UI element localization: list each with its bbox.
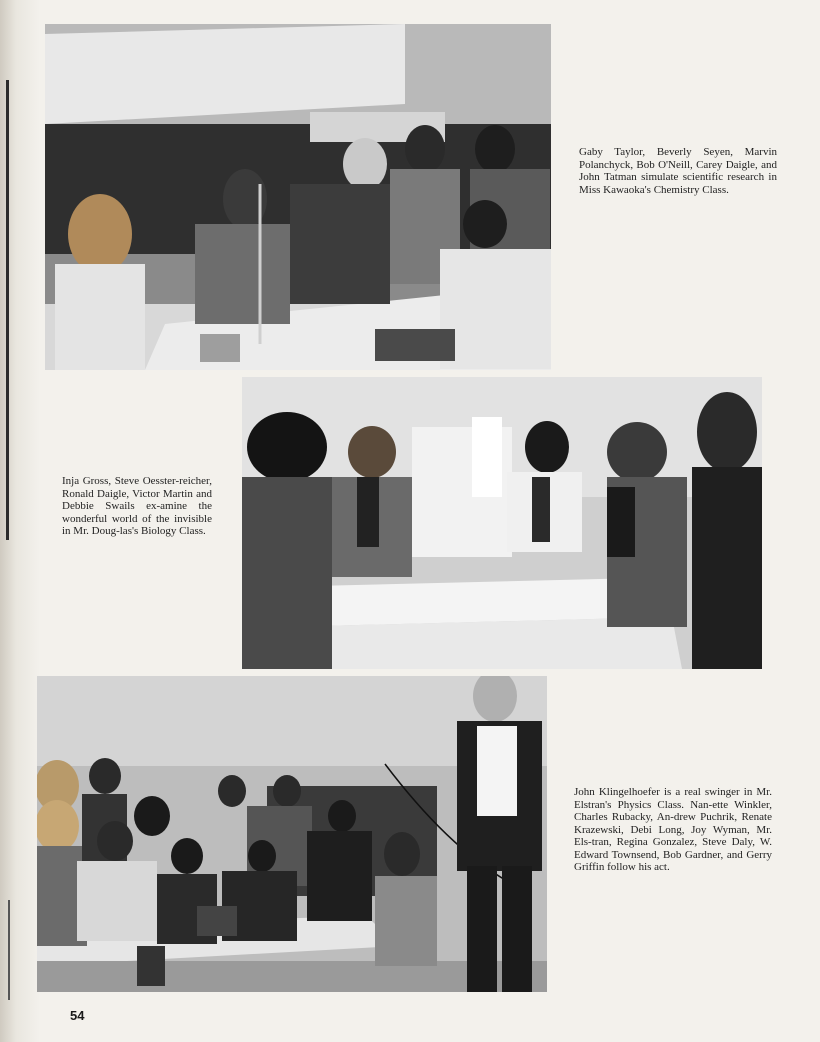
physics-class-photo — [37, 676, 547, 992]
biology-class-photo — [242, 377, 762, 669]
physics-caption: John Klingelhoefer is a real swinger in Mr. Elstran's Physics Class. Nan-ette Winkler, Charles Rubacky, An-drew Puchrik, Renate Krazewski, Debi Long, Joy Wyman, Mr. Els-tran, Regina Gonzalez, Steve Daly, W. Edward Townsend, Bob Gardner, and Gerry Griffin follow his act. — [574, 786, 772, 873]
chemistry-class-photo — [45, 24, 551, 370]
chemistry-caption: Gaby Taylor, Beverly Seyen, Marvin Polanchyck, Bob O'Neill, Carey Daigle, and John Tatman simulate scientific research in Miss Kawaoka's Chemistry Class. — [579, 146, 777, 196]
binding-edge-mark — [6, 80, 9, 540]
biology-caption: Inja Gross, Steve Oesster-reicher, Ronald Daigle, Victor Martin and Debbie Swails ex-amine the wonderful world of the invisible in Mr. Doug-las's Biology Class. — [62, 475, 212, 537]
page-number: 54 — [70, 1008, 85, 1023]
binding-edge-mark-lower — [8, 900, 10, 1000]
